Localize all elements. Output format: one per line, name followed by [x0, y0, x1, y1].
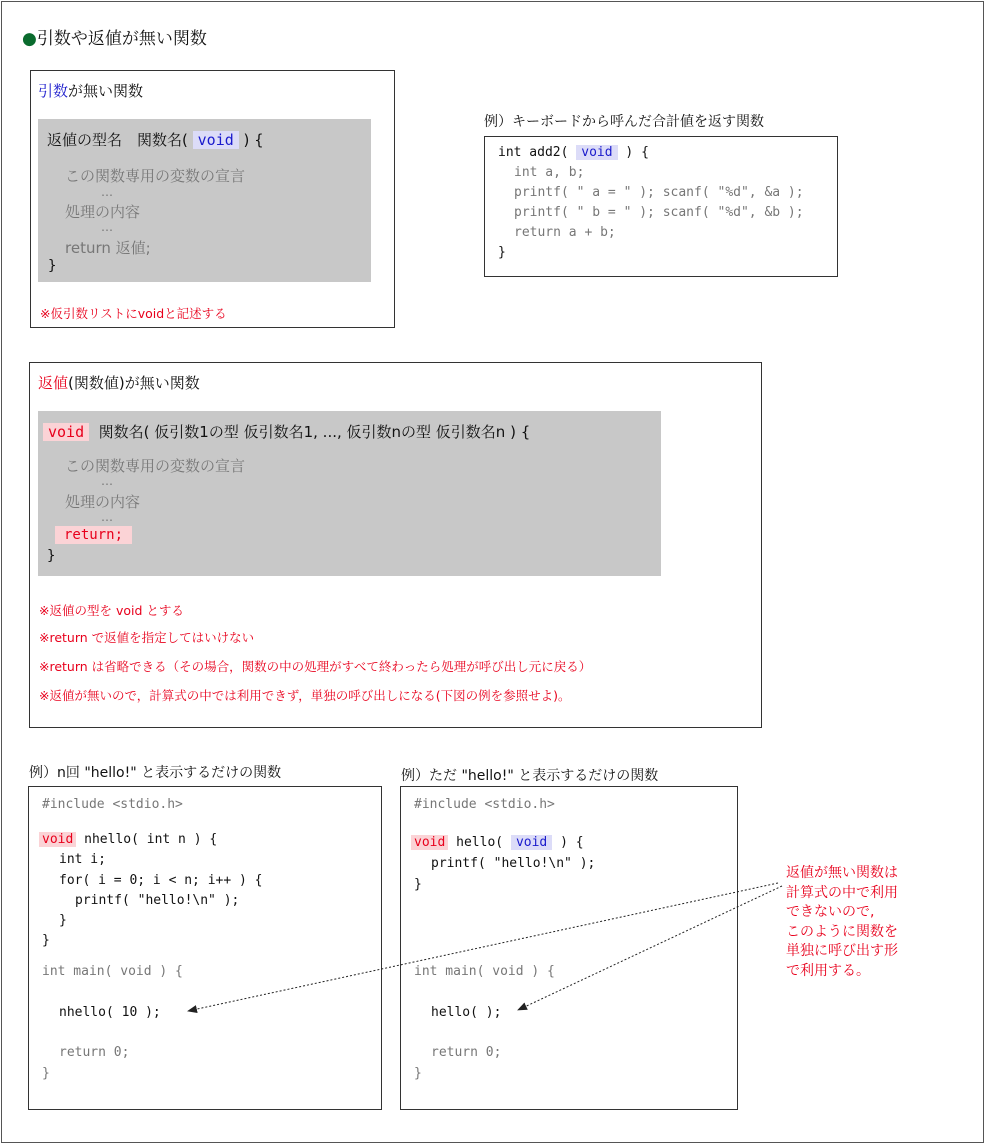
void-return-keyword: void	[43, 423, 89, 441]
no-return-note: ※return は省略できる（その場合，関数の中の処理がすべて終わったら処理が呼び出し元に戻る）	[39, 659, 592, 674]
callout-line: 計算式の中で利用	[786, 884, 898, 901]
no-args-body-decl: この関数専用の変数の宣言	[65, 167, 246, 185]
example-hello-title: 例）ただ "hello!" と表示するだけの関数	[401, 768, 659, 784]
example-nhello-title: 例）n回 "hello!" と表示するだけの関数	[29, 765, 282, 781]
hello-line: printf( "hello!\n" );	[431, 856, 596, 871]
add2-line: printf( " a = " ); scanf( "%d", &a );	[514, 185, 804, 200]
no-args-heading-rest: が無い関数	[68, 82, 144, 100]
void-return-keyword: void	[39, 832, 76, 847]
main-return: return 0;	[431, 1045, 502, 1060]
nhello-line: for( i = 0; i < n; i++ ) {	[59, 873, 263, 888]
nhello-line: }	[42, 933, 50, 948]
page-title-text: 引数や返値が無い関数	[36, 29, 207, 49]
callout-line: できないので,	[786, 904, 875, 920]
hello-call: hello( );	[431, 1005, 502, 1020]
nhello-line: }	[59, 913, 67, 928]
arrow-to-hello-call	[518, 886, 782, 1010]
add2-line: int a, b;	[514, 165, 585, 180]
no-return-note: ※返値が無いので，計算式の中では利用できず，単独の呼び出しになる(下図の例を参照せよ)。	[39, 688, 571, 703]
nhello-call: nhello( 10 );	[59, 1005, 161, 1020]
nhello-line: printf( "hello!\n" );	[75, 893, 240, 908]
hello-line: }	[414, 877, 422, 892]
no-args-heading-keyword: 引数	[38, 82, 69, 100]
add2-close-brace: }	[498, 245, 506, 260]
main-line: int main( void ) {	[42, 964, 183, 979]
nhello-signature: void nhello( int n ) {	[39, 832, 217, 847]
example-add2-title: 例）キーボードから呼んだ合計値を返す関数	[484, 114, 764, 130]
main-close-brace: }	[414, 1066, 422, 1081]
ellipsis: …	[101, 510, 114, 524]
main-line: int main( void ) {	[414, 964, 555, 979]
ellipsis: …	[101, 185, 114, 199]
ellipsis: …	[101, 220, 114, 234]
return-statement: return;	[55, 526, 132, 544]
arrow-to-nhello-call	[188, 883, 778, 1011]
bullet-icon: ●	[22, 29, 37, 49]
add2-line: return a + b;	[514, 225, 616, 240]
nhello-line: int i;	[59, 852, 106, 867]
no-args-signature: 返値の型名 関数名( void ) {	[47, 131, 264, 149]
callout-line: このように関数を	[786, 923, 898, 940]
callout-line: 単独に呼び出す形	[786, 943, 898, 959]
no-return-body-process: 処理の内容	[65, 493, 141, 511]
hello-signature: void hello( void ) {	[411, 835, 584, 850]
void-keyword: void	[576, 145, 617, 160]
add2-line: printf( " b = " ); scanf( "%d", &b );	[514, 205, 804, 220]
no-return-signature: void 関数名( 仮引数1の型 仮引数名1, ..., 仮引数nの型 仮引数名n ) {	[43, 421, 530, 442]
main-close-brace: }	[42, 1066, 50, 1081]
no-args-return: return 返値;	[65, 239, 151, 257]
add2-signature: int add2( void ) {	[498, 145, 649, 160]
no-return-heading-keyword: 返値	[38, 374, 69, 392]
void-keyword: void	[193, 131, 239, 149]
include-line: #include <stdio.h>	[42, 797, 183, 812]
no-args-close-brace: }	[48, 258, 57, 274]
no-return-heading-rest: (関数値)が無い関数	[68, 374, 200, 392]
main-return: return 0;	[59, 1045, 130, 1060]
no-return-body-decl: この関数専用の変数の宣言	[65, 457, 246, 475]
callout-line: で利用する。	[786, 962, 870, 979]
no-return-note: ※return で返値を指定してはいけない	[39, 630, 255, 645]
void-return-keyword: void	[411, 835, 448, 850]
include-line: #include <stdio.h>	[414, 797, 555, 812]
no-return-close-brace: }	[47, 548, 56, 564]
callout-line: 返値が無い関数は	[786, 865, 898, 881]
no-args-body-process: 処理の内容	[65, 203, 141, 221]
void-keyword: void	[511, 835, 552, 850]
no-return-note: ※返値の型を void とする	[39, 603, 184, 618]
no-args-note: ※仮引数リストにvoidと記述する	[40, 306, 227, 321]
ellipsis: …	[101, 474, 114, 488]
